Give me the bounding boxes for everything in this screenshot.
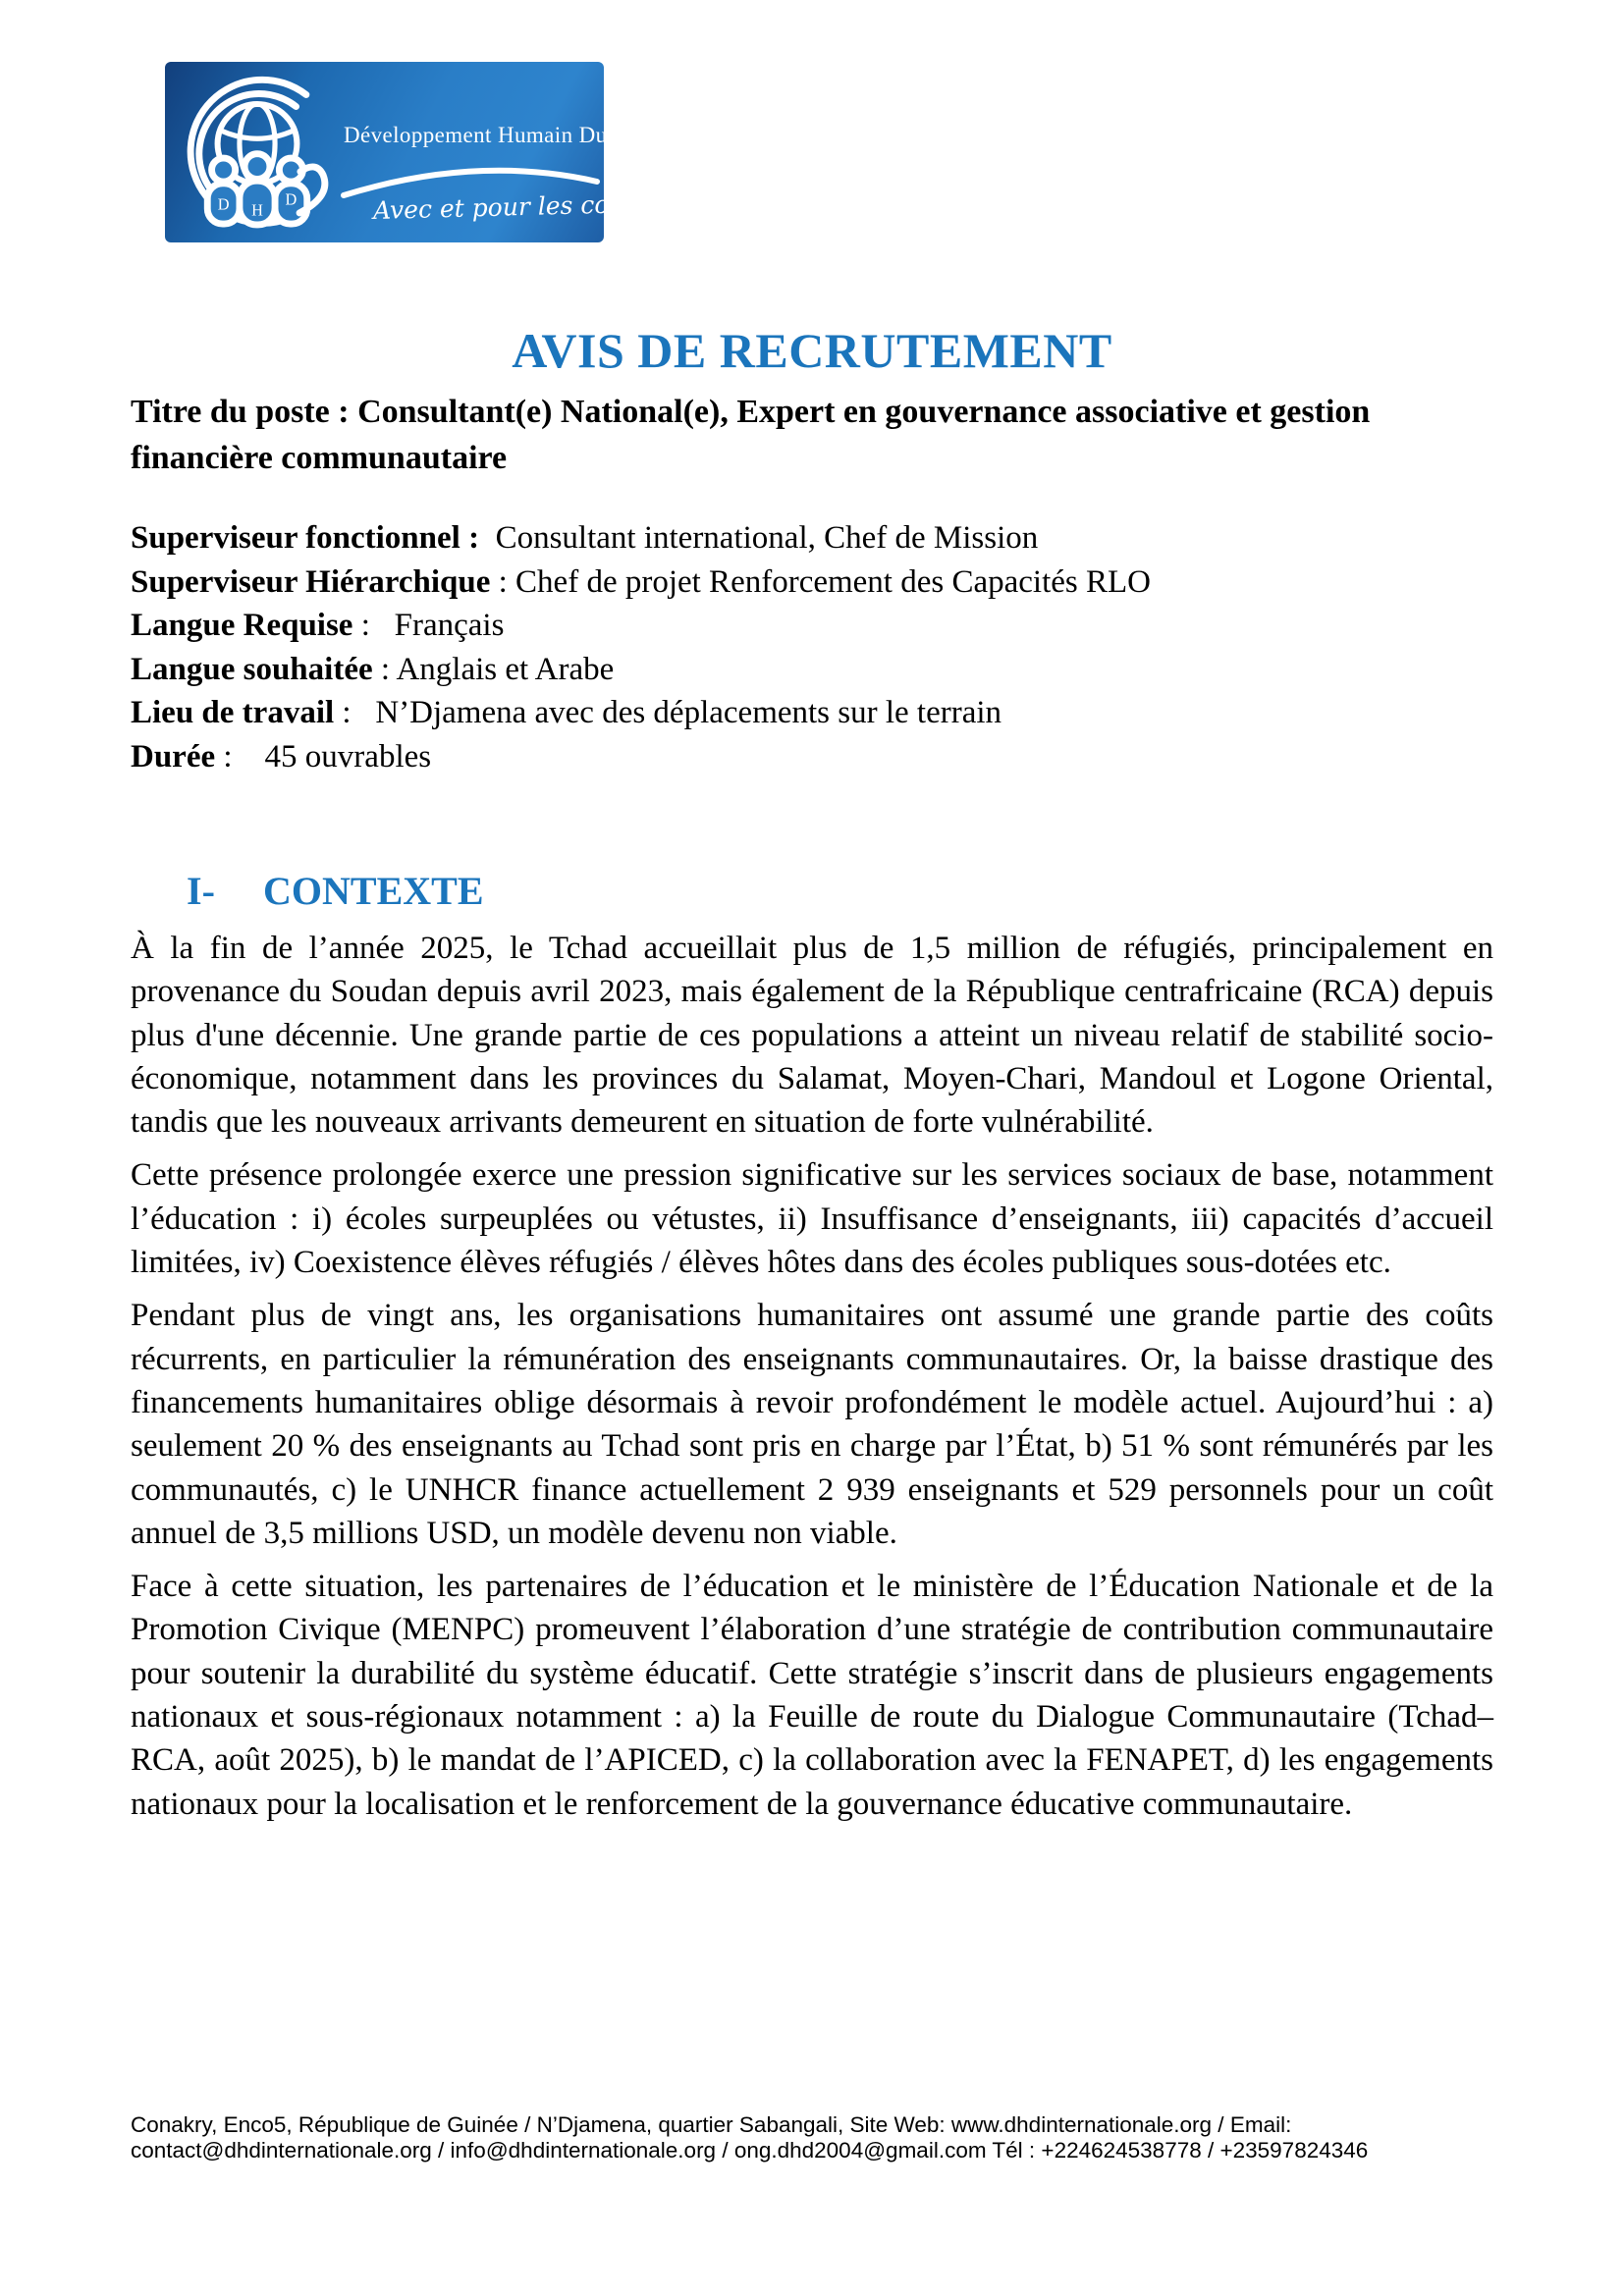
info-row-langue-requise	[131, 604, 1495, 648]
globe-people-icon	[173, 68, 342, 237]
dhd-logo	[165, 62, 755, 242]
logo-org-name: Développement Humain Durable	[344, 123, 655, 147]
context-section	[131, 927, 1493, 1836]
info-label: Langue souhaitée	[131, 651, 373, 687]
section-title: CONTEXTE	[263, 869, 484, 913]
info-label: Superviseur fonctionnel :	[131, 520, 480, 556]
job-title: Titre du poste : Consultant(e) National(e), Expert en gouvernance associative et gestion financière communautaire	[131, 394, 1371, 476]
info-label: Langue Requise	[131, 608, 353, 644]
footer-line-2: contact@dhdinternationale.org / info@dhdinternationale.org / ong.dhd2004@gmail.com Tél : +224624538778 / +23597824346	[131, 2137, 1369, 2163]
context-paragraph: Face à cette situation, les partenaires de l’éducation et le ministère de l’Éducation Nationale et de la Promotion Civique (MENPC) promeuvent l’élaboration d’une stratégie de contribution communautaire pour soutenir la durabilité du système éducatif. Cette stratégie s’inscrit dans de plusieurs engagements nationaux et sous-régionaux notamment : a) la Feuille de route du Dialogue Communautaire (Tchad–RCA, août 2025), b) le mandat de l’APICED, c) la collaboration avec la FENAPET, d) les engagements nationaux pour la localisation et le renforcement de la gouvernance éducative communautaire.	[131, 1569, 1493, 1822]
info-row-superviseur-hierarchique	[131, 561, 1495, 605]
logo-letter-d1: D	[217, 194, 230, 214]
info-label: Lieu de travail	[131, 695, 335, 731]
info-label: Superviseur Hiérarchique	[131, 563, 491, 600]
context-paragraph: À la fin de l’année 2025, le Tchad accueillait plus de 1,5 million de réfugiés, principalement en provenance du Soudan depuis avril 2023, mais également de la République centrafricaine (RCA) depuis plus d'une décennie. Une grande partie de ces populations a atteint un niveau relatif de stabilité socio-économique, notamment dans les provinces du Salamat, Moyen-Chari, Mandoul et Logone Oriental, tandis que les nouveaux arrivants demeurent en situation de forte vulnérabilité.	[131, 931, 1493, 1141]
info-row-lieu-de-travail	[131, 691, 1495, 735]
info-value: : 45 ouvrables	[215, 738, 432, 774]
info-row-langue-souhaitee	[131, 648, 1495, 692]
logo-tagline: Avec et pour les communautés	[372, 186, 755, 226]
footer-line-1: Conakry, Enco5, République de Guinée / N’Djamena, quartier Sabangali, Site Web: www.dhdinternationale.org / Email:	[131, 2112, 1292, 2137]
position-info-block	[131, 516, 1495, 779]
context-paragraph: Cette présence prolongée exerce une pression significative sur les services sociaux de base, notamment l’éducation : i) écoles surpeuplées ou vétustes, ii) Insuffisance d’enseignants, iii) capacités d’accueil limitées, iv) Coexistence élèves réfugiés / élèves hôtes dans des écoles publiques sous-dotées etc.	[131, 1157, 1493, 1281]
context-paragraph: Pendant plus de vingt ans, les organisations humanitaires ont assumé une grande partie des coûts récurrents, en particulier la rémunération des enseignants communautaires. Or, la baisse drastique des financements humanitaires oblige désormais à revoir profondément le modèle actuel. Aujourd’hui : a) seulement 20 % des enseignants au Tchad sont pris en charge par l’État, b) 51 % sont rémunérés par les communautés, c) le UNHCR finance actuellement 2 939 enseignants et 529 personnels pour un coût annuel de 3,5 millions USD, un modèle devenu non viable.	[131, 1298, 1493, 1551]
page-footer	[131, 2112, 1505, 2163]
info-value: : Français	[352, 608, 505, 644]
logo-letter-d2: D	[285, 189, 298, 209]
info-value: : N’Djamena avec des déplacements sur le terrain	[334, 695, 1002, 731]
section-number: I-	[187, 869, 215, 913]
info-label: Durée	[131, 738, 216, 774]
logo-letter-h: H	[251, 200, 263, 220]
section-heading-contexte	[187, 868, 1463, 914]
info-row-superviseur-fonctionnel	[131, 516, 1495, 561]
info-value: : Anglais et Arabe	[372, 651, 615, 687]
info-value: Consultant international, Chef de Mission	[479, 520, 1039, 556]
page-title: AVIS DE RECRUTEMENT	[512, 323, 1112, 378]
info-row-duree	[131, 735, 1495, 779]
info-value: : Chef de projet Renforcement des Capacités RLO	[490, 563, 1151, 600]
